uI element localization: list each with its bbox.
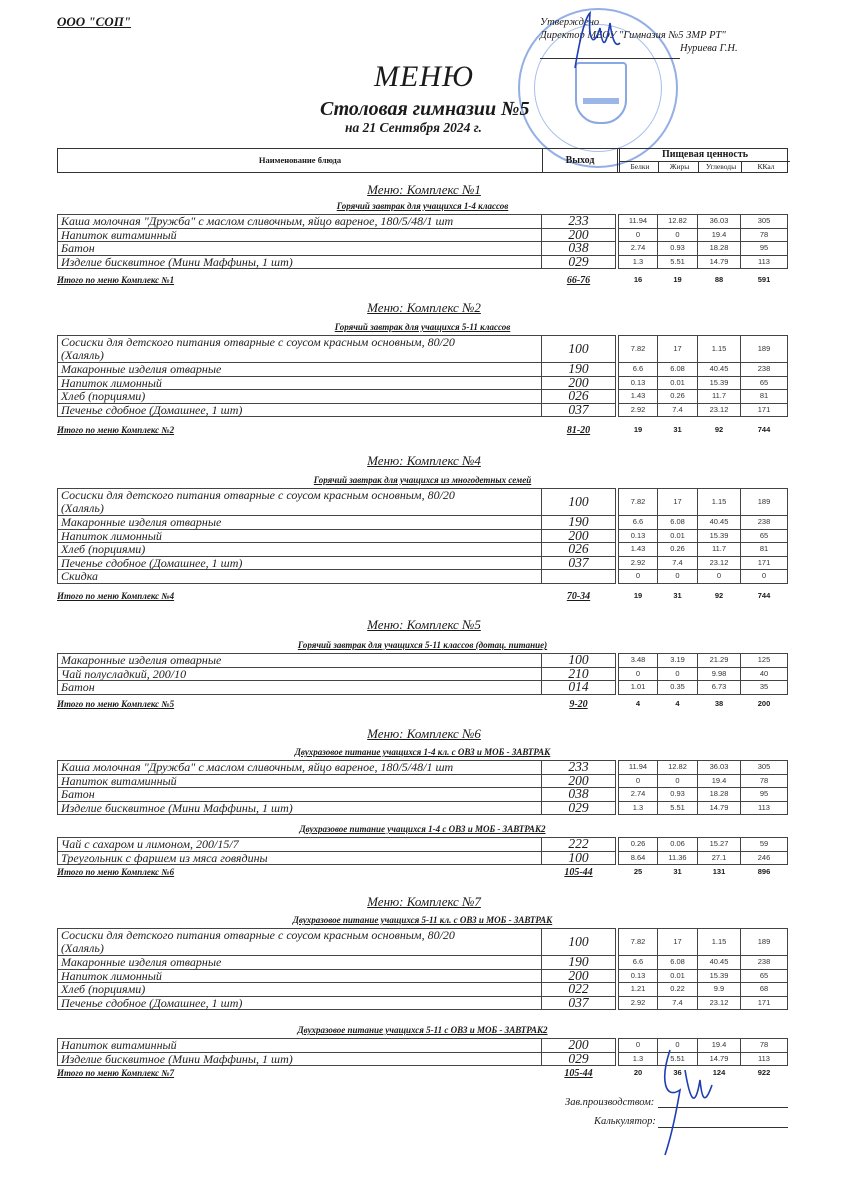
dish-name — [57, 801, 542, 816]
dish-carbs: 0 — [697, 569, 741, 584]
dish-proteins: 0.13 — [618, 529, 658, 544]
dish-output: 190 — [541, 515, 616, 530]
dish-carbs: 19.4 — [697, 228, 741, 243]
total-kcal: 744 — [757, 591, 771, 600]
dish-name — [57, 955, 542, 970]
dish-proteins: 11.94 — [618, 760, 658, 775]
dish-name — [57, 774, 542, 789]
total-fats: 31 — [673, 867, 682, 876]
total-proteins: 16 — [633, 275, 643, 284]
dish-name — [57, 529, 542, 544]
total-label: Итого по меню Комплекс №5 — [57, 699, 175, 709]
dish-proteins: 0 — [618, 667, 658, 682]
dish-name-text: Каша молочная "Дружба" с маслом сливочным, яйцо вареное, 180/5/48/1 шт — [61, 760, 454, 774]
dish-name-text: Макаронные изделия отварные — [61, 955, 222, 969]
dish-output: 037 — [541, 403, 616, 418]
dish-carbs: 40.45 — [697, 955, 741, 970]
dish-name-text: Изделие бисквитное (Мини Маффины, 1 шт) — [61, 800, 293, 815]
total-fats: 19 — [673, 275, 682, 284]
total-price: 9-20 — [569, 699, 588, 710]
dish-fats: 5.51 — [657, 801, 698, 816]
section-title: Меню: Комплекс №2 — [367, 300, 481, 315]
header-proteins: Белки — [619, 161, 660, 172]
group-title: Двухразовое питание учащихся 1-4 с ОВЗ и МОБ - ЗАВТРАК2 — [299, 824, 546, 834]
dish-output: 026 — [541, 542, 616, 557]
dish-kcal: 171 — [740, 996, 788, 1011]
dish-name — [57, 362, 542, 377]
dish-fats: 0.06 — [657, 837, 698, 852]
dish-name-text: Батон — [61, 241, 95, 255]
total-carbs: 38 — [714, 699, 724, 708]
dish-fats: 5.51 — [657, 1052, 698, 1067]
dish-fats: 0.26 — [657, 389, 698, 404]
dish-name — [57, 982, 542, 997]
dish-output: 029 — [541, 801, 616, 816]
dish-name — [57, 556, 542, 571]
dish-kcal: 171 — [740, 403, 788, 418]
dish-output: 200 — [541, 774, 616, 789]
dish-output: 200 — [541, 529, 616, 544]
dish-carbs: 40.45 — [697, 515, 741, 530]
dish-carbs: 15.39 — [697, 969, 741, 984]
dish-kcal: 305 — [740, 214, 788, 229]
dish-name-text: Чай полусладкий, 200/10 — [61, 666, 187, 681]
dish-name — [57, 787, 542, 802]
dish-proteins: 0 — [618, 228, 658, 243]
dish-name — [57, 680, 542, 695]
dish-name-text: Печенье сдобное (Домашнее, 1 шт) — [61, 555, 243, 570]
dish-carbs: 1.15 — [697, 488, 741, 516]
dish-name — [57, 851, 542, 866]
dish-name-text: Напиток лимонный — [61, 528, 162, 543]
dish-name — [57, 996, 542, 1011]
dish-name-text: Батон — [61, 787, 95, 801]
dish-fats: 6.08 — [657, 515, 698, 530]
section-total — [57, 275, 788, 287]
dish-name — [57, 335, 542, 363]
dish-fats: 0.22 — [657, 982, 698, 997]
dish-name-text: Изделие бисквитное (Мини Маффины, 1 шт) — [61, 254, 293, 269]
section-total — [57, 425, 788, 437]
dish-output: 200 — [541, 376, 616, 391]
dish-output: 200 — [541, 228, 616, 243]
header-carbs: Углеводы — [698, 161, 743, 172]
total-carbs: 124 — [712, 1068, 726, 1077]
approval-line1: Утверждено — [540, 17, 600, 28]
dish-kcal: 125 — [740, 653, 788, 668]
total-label: Итого по меню Комплекс №2 — [57, 425, 175, 435]
header-dish-name: Наименование блюда — [258, 155, 342, 165]
dish-kcal: 238 — [740, 362, 788, 377]
dish-proteins: 1.3 — [618, 255, 658, 270]
dish-output — [541, 569, 616, 584]
table-header — [57, 148, 788, 173]
total-fats: 31 — [673, 425, 682, 434]
total-kcal: 744 — [757, 425, 771, 434]
dish-proteins: 0 — [618, 569, 658, 584]
dish-carbs: 36.03 — [697, 214, 741, 229]
total-price: 66-76 — [566, 275, 591, 286]
dish-output: 038 — [541, 241, 616, 256]
dish-fats: 17 — [657, 335, 698, 363]
dish-fats: 17 — [657, 928, 698, 956]
dish-proteins: 1.01 — [618, 680, 658, 695]
dish-name — [57, 241, 542, 256]
dish-carbs: 15.27 — [697, 837, 741, 852]
dish-name-text: Хлеб (порциями) — [61, 389, 146, 403]
dish-name-text: Сосиски для детского питания отварные с соусом красным основным, 80/20 — [61, 335, 455, 349]
dish-proteins: 2.74 — [618, 787, 658, 802]
dish-proteins: 0.13 — [618, 969, 658, 984]
dish-fats: 12.82 — [657, 760, 698, 775]
dish-output: 100 — [541, 928, 616, 956]
dish-name — [57, 389, 542, 404]
section-title: Меню: Комплекс №1 — [367, 182, 481, 197]
dish-name-text: Напиток витаминный — [61, 773, 177, 788]
total-kcal: 896 — [757, 867, 771, 876]
total-fats: 31 — [673, 591, 682, 600]
dish-proteins: 2.92 — [618, 403, 658, 418]
total-label: Итого по меню Комплекс №6 — [57, 867, 175, 877]
dish-name — [57, 228, 542, 243]
dish-name-text: Скидка — [61, 569, 99, 583]
dish-name — [57, 255, 542, 270]
dish-kcal: 171 — [740, 556, 788, 571]
dish-name-text: Печенье сдобное (Домашнее, 1 шт) — [61, 402, 243, 417]
total-proteins: 20 — [633, 1068, 643, 1077]
dish-carbs: 14.79 — [697, 1052, 741, 1067]
dish-carbs: 14.79 — [697, 801, 741, 816]
dish-proteins: 0.13 — [618, 376, 658, 391]
total-kcal: 922 — [757, 1068, 771, 1077]
dish-carbs: 6.73 — [697, 680, 741, 695]
menu-date: на 21 Сентября 2024 г. — [345, 120, 482, 135]
dish-kcal: 78 — [740, 228, 788, 243]
dish-name — [57, 760, 542, 775]
dish-carbs: 23.12 — [697, 403, 741, 418]
total-label: Итого по меню Комплекс №1 — [57, 275, 175, 285]
dish-name-text-cont: (Халяль) — [61, 348, 104, 362]
header-nutrition: Пищевая ценность — [619, 149, 790, 162]
dish-output: 100 — [541, 335, 616, 363]
section-title: Меню: Комплекс №7 — [367, 894, 481, 909]
dish-name-text: Макаронные изделия отварные — [61, 515, 222, 529]
total-label: Итого по меню Комплекс №4 — [57, 591, 175, 601]
dish-output: 037 — [541, 996, 616, 1011]
dish-proteins: 3.48 — [618, 653, 658, 668]
total-price: 105-44 — [564, 1068, 593, 1079]
dish-name — [57, 542, 542, 557]
dish-kcal: 95 — [740, 787, 788, 802]
total-carbs: 92 — [714, 591, 724, 600]
total-carbs: 92 — [714, 425, 724, 434]
dish-fats: 0 — [657, 569, 698, 584]
total-price: 70-34 — [566, 591, 591, 602]
dish-proteins: 1.3 — [618, 801, 658, 816]
dish-name-text: Хлеб (порциями) — [61, 542, 146, 556]
header-output: Выход — [542, 149, 618, 172]
dish-fats: 0.01 — [657, 969, 698, 984]
total-fats: 36 — [673, 1068, 682, 1077]
dish-name-text: Чай с сахаром и лимоном, 200/15/7 — [61, 837, 239, 851]
dish-output: 029 — [541, 255, 616, 270]
dish-output: 100 — [541, 653, 616, 668]
dish-name — [57, 837, 542, 852]
dish-proteins: 6.6 — [618, 955, 658, 970]
dish-name-text: Напиток лимонный — [61, 968, 162, 983]
dish-fats: 7.4 — [657, 996, 698, 1011]
dish-name — [57, 1038, 542, 1053]
dish-kcal: 40 — [740, 667, 788, 682]
dish-kcal: 113 — [740, 255, 788, 270]
total-price: 105-44 — [564, 867, 593, 878]
dish-proteins: 6.6 — [618, 515, 658, 530]
dish-output: 210 — [541, 667, 616, 682]
dish-name-text: Хлеб (порциями) — [61, 982, 146, 996]
dish-name — [57, 653, 542, 668]
dish-output: 014 — [541, 680, 616, 695]
dish-name — [57, 928, 542, 956]
total-carbs: 131 — [712, 867, 726, 876]
dish-fats: 0.93 — [657, 241, 698, 256]
header-kcal: ККал — [741, 161, 790, 172]
dish-fats: 7.4 — [657, 556, 698, 571]
dish-name — [57, 488, 542, 516]
dish-fats: 6.08 — [657, 955, 698, 970]
dish-kcal: 189 — [740, 335, 788, 363]
dish-name-text: Каша молочная "Дружба" с маслом сливочным, яйцо вареное, 180/5/48/1 шт — [61, 214, 454, 228]
dish-proteins: 8.64 — [618, 851, 658, 866]
dish-kcal: 95 — [740, 241, 788, 256]
dish-carbs: 11.7 — [697, 389, 741, 404]
dish-carbs: 15.39 — [697, 529, 741, 544]
dish-proteins: 1.21 — [618, 982, 658, 997]
dish-proteins: 2.92 — [618, 996, 658, 1011]
dish-fats: 7.4 — [657, 403, 698, 418]
dish-output: 233 — [541, 760, 616, 775]
dish-proteins: 7.82 — [618, 488, 658, 516]
dish-carbs: 14.79 — [697, 255, 741, 270]
dish-name — [57, 403, 542, 418]
dish-output: 100 — [541, 488, 616, 516]
dish-fats: 12.82 — [657, 214, 698, 229]
dish-fats: 5.51 — [657, 255, 698, 270]
dish-name-text: Батон — [61, 680, 95, 694]
dish-fats: 0 — [657, 667, 698, 682]
total-kcal: 591 — [757, 275, 771, 284]
dish-kcal: 189 — [740, 928, 788, 956]
dish-carbs: 9.98 — [697, 667, 741, 682]
dish-kcal: 238 — [740, 955, 788, 970]
dish-fats: 0 — [657, 228, 698, 243]
total-kcal: 200 — [757, 699, 771, 708]
dish-name — [57, 214, 542, 229]
dish-kcal: 81 — [740, 389, 788, 404]
dish-kcal: 246 — [740, 851, 788, 866]
dish-name — [57, 515, 542, 530]
section-total — [57, 591, 788, 603]
dish-output: 233 — [541, 214, 616, 229]
dish-output: 029 — [541, 1052, 616, 1067]
group-title: Горячий завтрак для учащихся 1-4 классов — [336, 201, 509, 211]
dish-proteins: 1.3 — [618, 1052, 658, 1067]
dish-carbs: 23.12 — [697, 556, 741, 571]
section-total — [57, 867, 788, 879]
dish-fats: 0.01 — [657, 529, 698, 544]
dish-name-text-cont: (Халяль) — [61, 501, 104, 515]
dish-fats: 0 — [657, 1038, 698, 1053]
dish-fats: 0 — [657, 774, 698, 789]
section-title: Меню: Комплекс №6 — [367, 726, 481, 741]
dish-name-text: Напиток витаминный — [61, 1038, 177, 1052]
dish-name-text: Напиток витаминный — [61, 227, 177, 242]
dish-proteins: 0.26 — [618, 837, 658, 852]
dish-carbs: 40.45 — [697, 362, 741, 377]
dish-fats: 6.08 — [657, 362, 698, 377]
dish-name-text: Треугольник с фаршем из мяса говядины — [61, 850, 268, 865]
calculator-label: Калькулятор: — [594, 1116, 656, 1127]
dish-proteins: 7.82 — [618, 928, 658, 956]
dish-fats: 11.36 — [657, 851, 698, 866]
dish-name — [57, 667, 542, 682]
total-proteins: 4 — [635, 699, 641, 708]
dish-output: 190 — [541, 955, 616, 970]
dish-carbs: 19.4 — [697, 1038, 741, 1053]
dish-proteins: 1.43 — [618, 542, 658, 557]
dish-kcal: 81 — [740, 542, 788, 557]
dish-name-text: Макаронные изделия отварные — [61, 362, 222, 376]
dish-output: 190 — [541, 362, 616, 377]
dish-proteins: 1.43 — [618, 389, 658, 404]
dish-output: 200 — [541, 969, 616, 984]
dish-proteins: 6.6 — [618, 362, 658, 377]
dish-kcal: 0 — [740, 569, 788, 584]
dish-kcal: 78 — [740, 1038, 788, 1053]
dish-kcal: 65 — [740, 969, 788, 984]
dish-kcal: 113 — [740, 1052, 788, 1067]
dish-proteins: 2.92 — [618, 556, 658, 571]
org-name: ООО "СОП" — [57, 14, 132, 29]
section-total — [57, 699, 788, 711]
dish-kcal: 59 — [740, 837, 788, 852]
dish-carbs: 27.1 — [697, 851, 741, 866]
dish-name-text: Напиток лимонный — [61, 375, 162, 390]
dish-kcal: 189 — [740, 488, 788, 516]
header-fats: Жиры — [658, 161, 700, 172]
dish-name-text: Сосиски для детского питания отварные с соусом красным основным, 80/20 — [61, 928, 455, 942]
dish-carbs: 1.15 — [697, 335, 741, 363]
dish-name-text: Печенье сдобное (Домашнее, 1 шт) — [61, 995, 243, 1010]
dish-carbs: 36.03 — [697, 760, 741, 775]
group-title: Горячий завтрак для учащихся 5-11 классов (дотац. питание) — [297, 640, 548, 650]
approval-line2: Директор МБОУ "Гимназия №5 ЗМР РТ" — [540, 30, 726, 41]
dish-proteins: 2.74 — [618, 241, 658, 256]
dish-name-text: Изделие бисквитное (Мини Маффины, 1 шт) — [61, 1051, 293, 1066]
dish-output: 022 — [541, 982, 616, 997]
dish-output: 222 — [541, 837, 616, 852]
dish-name — [57, 376, 542, 391]
dish-name — [57, 969, 542, 984]
group-title: Двухразовое питание учащихся 1-4 кл. с ОВЗ и МОБ - ЗАВТРАК — [294, 747, 551, 757]
section-title: Меню: Комплекс №5 — [367, 617, 481, 632]
dish-carbs: 23.12 — [697, 996, 741, 1011]
dish-kcal: 65 — [740, 376, 788, 391]
dish-name — [57, 569, 542, 584]
dish-name-text: Сосиски для детского питания отварные с соусом красным основным, 80/20 — [61, 488, 455, 502]
dish-carbs: 18.28 — [697, 787, 741, 802]
total-proteins: 25 — [633, 867, 643, 876]
dish-output: 100 — [541, 851, 616, 866]
group-title: Двухразовое питание учащихся 5-11 кл. с ОВЗ и МОБ - ЗАВТРАК — [292, 915, 553, 925]
total-carbs: 88 — [714, 275, 724, 284]
page-subtitle: Столовая гимназии №5 — [320, 98, 530, 120]
dish-carbs: 19.4 — [697, 774, 741, 789]
dish-output: 037 — [541, 556, 616, 571]
dish-kcal: 305 — [740, 760, 788, 775]
dish-kcal: 113 — [740, 801, 788, 816]
total-proteins: 19 — [633, 425, 643, 434]
dish-kcal: 68 — [740, 982, 788, 997]
total-price: 81-20 — [566, 425, 591, 436]
dish-output: 038 — [541, 787, 616, 802]
dish-carbs: 1.15 — [697, 928, 741, 956]
group-title: Горячий завтрак для учащихся из многодетных семей — [313, 475, 532, 485]
section-title: Меню: Комплекс №4 — [367, 453, 481, 468]
dish-fats: 0.01 — [657, 376, 698, 391]
dish-name — [57, 1052, 542, 1067]
dish-kcal: 65 — [740, 529, 788, 544]
dish-fats: 17 — [657, 488, 698, 516]
dish-carbs: 15.39 — [697, 376, 741, 391]
dish-fats: 0.35 — [657, 680, 698, 695]
dish-proteins: 11.94 — [618, 214, 658, 229]
dish-name-text-cont: (Халяль) — [61, 941, 104, 955]
dish-kcal: 238 — [740, 515, 788, 530]
dish-output: 200 — [541, 1038, 616, 1053]
dish-output: 026 — [541, 389, 616, 404]
dish-fats: 0.26 — [657, 542, 698, 557]
total-fats: 4 — [675, 699, 680, 708]
dish-kcal: 35 — [740, 680, 788, 695]
total-proteins: 19 — [633, 591, 643, 600]
dish-carbs: 11.7 — [697, 542, 741, 557]
group-title: Двухразовое питание учащихся 5-11 с ОВЗ и МОБ - ЗАВТРАК2 — [297, 1025, 548, 1035]
dish-kcal: 78 — [740, 774, 788, 789]
dish-fats: 3.19 — [657, 653, 698, 668]
dish-proteins: 7.82 — [618, 335, 658, 363]
dish-proteins: 0 — [618, 774, 658, 789]
dish-carbs: 18.28 — [697, 241, 741, 256]
chef-signature-icon — [640, 1040, 730, 1160]
production-label: Зав.производством: — [565, 1097, 655, 1108]
total-label: Итого по меню Комплекс №7 — [57, 1068, 175, 1078]
dish-carbs: 21.29 — [697, 653, 741, 668]
group-title: Горячий завтрак для учащихся 5-11 классов — [334, 322, 511, 332]
dish-fats: 0.93 — [657, 787, 698, 802]
approval-line3: Нуриева Г.Н. — [680, 43, 738, 54]
dish-carbs: 9.9 — [697, 982, 741, 997]
dish-name-text: Макаронные изделия отварные — [61, 653, 222, 667]
page-title: МЕНЮ — [374, 60, 474, 93]
dish-proteins: 0 — [618, 1038, 658, 1053]
